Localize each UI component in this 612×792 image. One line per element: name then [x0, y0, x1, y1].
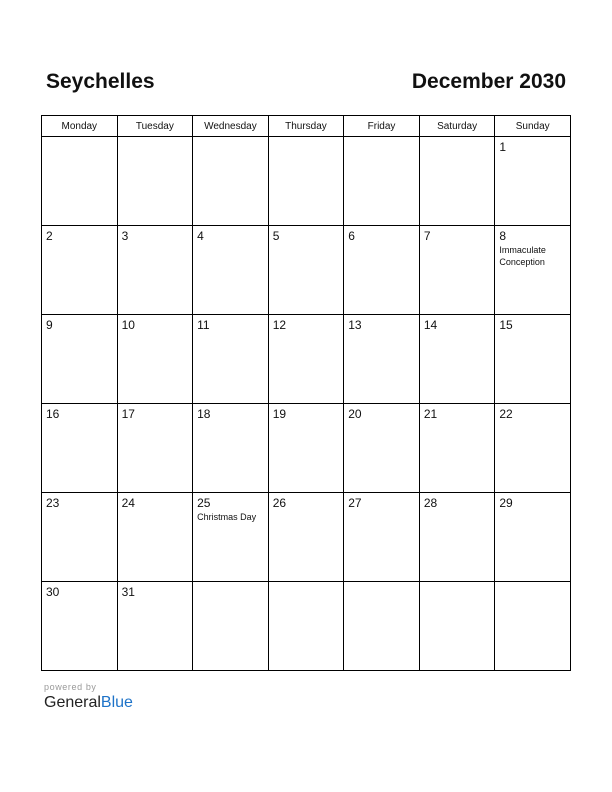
- day-cell: [42, 404, 118, 493]
- day-number: 10: [121, 318, 135, 332]
- day-number: 24: [121, 496, 135, 510]
- weekday-monday: Monday: [42, 116, 118, 137]
- day-number: 9: [46, 318, 53, 332]
- day-cell: [42, 226, 118, 315]
- day-number: 28: [423, 496, 438, 510]
- day-cell: [193, 493, 269, 582]
- day-cell: [117, 582, 193, 671]
- day-number: 3: [121, 229, 129, 243]
- day-cell: [193, 226, 269, 315]
- day-cell: [193, 315, 269, 404]
- day-number: 19: [272, 407, 287, 421]
- day-number: 26: [272, 496, 287, 510]
- day-number: 25: [197, 496, 211, 510]
- day-cell: [42, 137, 118, 226]
- week-row: [42, 582, 571, 671]
- day-number: 6: [348, 229, 355, 243]
- day-cell: [495, 226, 571, 315]
- week-row: [42, 493, 571, 582]
- day-cell: [495, 315, 571, 404]
- weekday-tuesday: Tuesday: [117, 116, 193, 137]
- day-number: 15: [499, 318, 513, 332]
- footer: [44, 682, 133, 712]
- day-number: 29: [499, 496, 513, 510]
- day-number: 2: [46, 229, 53, 243]
- day-number: 1: [499, 140, 507, 154]
- day-cell: [344, 137, 420, 226]
- holiday-label: Christmas Day: [197, 512, 257, 522]
- day-number: 7: [423, 229, 431, 243]
- day-cell: [495, 137, 571, 226]
- day-cell: [419, 493, 495, 582]
- day-number: 18: [197, 407, 211, 421]
- powered-by-text: powered by: [44, 682, 97, 692]
- day-cell: [42, 582, 118, 671]
- day-cell: [419, 315, 495, 404]
- day-cell: [268, 315, 344, 404]
- day-number: 20: [348, 407, 362, 421]
- brand-logo[interactable]: [44, 694, 133, 712]
- weekday-sunday: Sunday: [495, 116, 571, 137]
- day-number: 5: [272, 229, 280, 243]
- day-cell: [268, 226, 344, 315]
- day-cell: [495, 493, 571, 582]
- day-cell: [268, 493, 344, 582]
- day-cell: [117, 404, 193, 493]
- day-number: 14: [423, 318, 438, 332]
- country-title: Seychelles: [46, 70, 155, 93]
- day-cell: [42, 493, 118, 582]
- day-cell: [419, 226, 495, 315]
- day-number: 21: [423, 407, 438, 421]
- day-cell: [344, 493, 420, 582]
- day-cell: [193, 137, 269, 226]
- day-cell: [495, 404, 571, 493]
- weekday-thursday: Thursday: [268, 116, 344, 137]
- day-cell: [117, 493, 193, 582]
- day-cell: [117, 315, 193, 404]
- weekday-wednesday: Wednesday: [193, 116, 269, 137]
- weekday-header-row: [42, 116, 571, 137]
- day-number: 13: [348, 318, 362, 332]
- day-cell: [268, 582, 344, 671]
- day-number: 23: [46, 496, 60, 510]
- day-cell: [344, 315, 420, 404]
- brand-general: General: [44, 694, 101, 711]
- day-cell: [117, 137, 193, 226]
- day-cell: [193, 404, 269, 493]
- calendar-grid: [41, 115, 571, 671]
- day-number: 11: [197, 318, 210, 332]
- day-cell: [268, 137, 344, 226]
- day-cell: [193, 582, 269, 671]
- week-row: [42, 137, 571, 226]
- day-cell: [419, 404, 495, 493]
- day-cell: [344, 226, 420, 315]
- week-row: [42, 315, 571, 404]
- day-cell: [344, 582, 420, 671]
- weekday-friday: Friday: [344, 116, 420, 137]
- month-title: December 2030: [411, 70, 566, 93]
- day-number: 31: [121, 585, 135, 599]
- weekday-saturday: Saturday: [419, 116, 495, 137]
- day-cell: [419, 582, 495, 671]
- day-number: 8: [499, 229, 507, 243]
- day-cell: [419, 137, 495, 226]
- day-cell: [268, 404, 344, 493]
- day-number: 27: [348, 496, 362, 510]
- day-number: 12: [272, 318, 287, 332]
- day-number: 17: [121, 407, 135, 421]
- day-number: 4: [197, 229, 204, 243]
- day-cell: [344, 404, 420, 493]
- day-cell: [495, 582, 571, 671]
- day-number: 22: [499, 407, 513, 421]
- day-cell: [42, 315, 118, 404]
- day-cell: [117, 226, 193, 315]
- brand-blue: Blue: [100, 694, 133, 711]
- calendar-header: [46, 70, 566, 100]
- week-row: [42, 226, 571, 315]
- holiday-label: Immaculate Conception: [499, 245, 546, 267]
- day-number: 30: [46, 585, 60, 599]
- week-row: [42, 404, 571, 493]
- day-number: 16: [46, 407, 60, 421]
